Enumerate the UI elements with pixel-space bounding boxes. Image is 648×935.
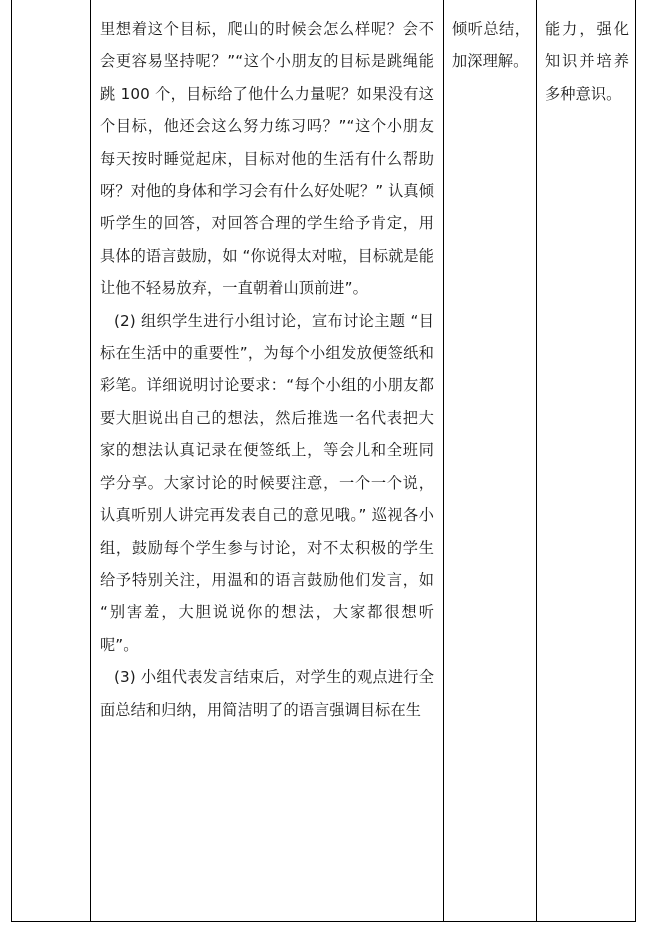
paragraph-3: (3) 小组代表发言结束后，对学生的观点进行全面总结和归纳，用简洁明了的语言强调目标在生 [100, 668, 434, 719]
student-activity-cell [444, 0, 537, 922]
design-intent-cell [537, 0, 636, 922]
table-row [12, 0, 636, 922]
lesson-plan-table [11, 0, 636, 922]
blank-cell [12, 0, 91, 922]
paragraph-1: 里想着这个目标，爬山的时候会怎么样呢？会不会更容易坚持呢？”“这个小朋友的目标是跳绳能跳 100 个，目标给了他什么力量呢？如果没有这个目标，他还会这么努力练习吗？”“这个小朋友每天按时睡觉起床，目标对他的生活有什么帮助呀？对他的身体和学习会有什么好处呢？” 认真倾听学生的回答，对回答合理的学生给予肯定，用具体的语言鼓励，如 “你说得太对啦，目标就是能让他不轻易放弃，一直朝着山顶前进”。 [100, 20, 434, 298]
design-intent-text: 能力，强化知识并培养多种意识。 [545, 20, 629, 103]
teacher-activity-text [91, 0, 443, 726]
paragraph-2: (2) 组织学生进行小组讨论，宣布讨论主题 “目标在生活中的重要性”，为每个小组发放便签纸和彩笔。详细说明讨论要求：“每个小组的小朋友都要大胆说出自己的想法，然后推选一名代表把大家的想法认真记录在便签纸上，等会儿和全班同学分享。大家讨论的时候要注意，一个一个说，认真听别人讲完再发表自己的意见哦。” 巡视各小组，鼓励每个学生参与讨论，对不太积极的学生给予特别关注，用温和的语言鼓励他们发言，如 “别害羞，大胆说说你的想法，大家都很想听呢”。 [100, 311, 434, 654]
student-activity-text: 倾听总结，加深理解。 [452, 20, 530, 71]
teacher-activity-cell [91, 0, 444, 922]
